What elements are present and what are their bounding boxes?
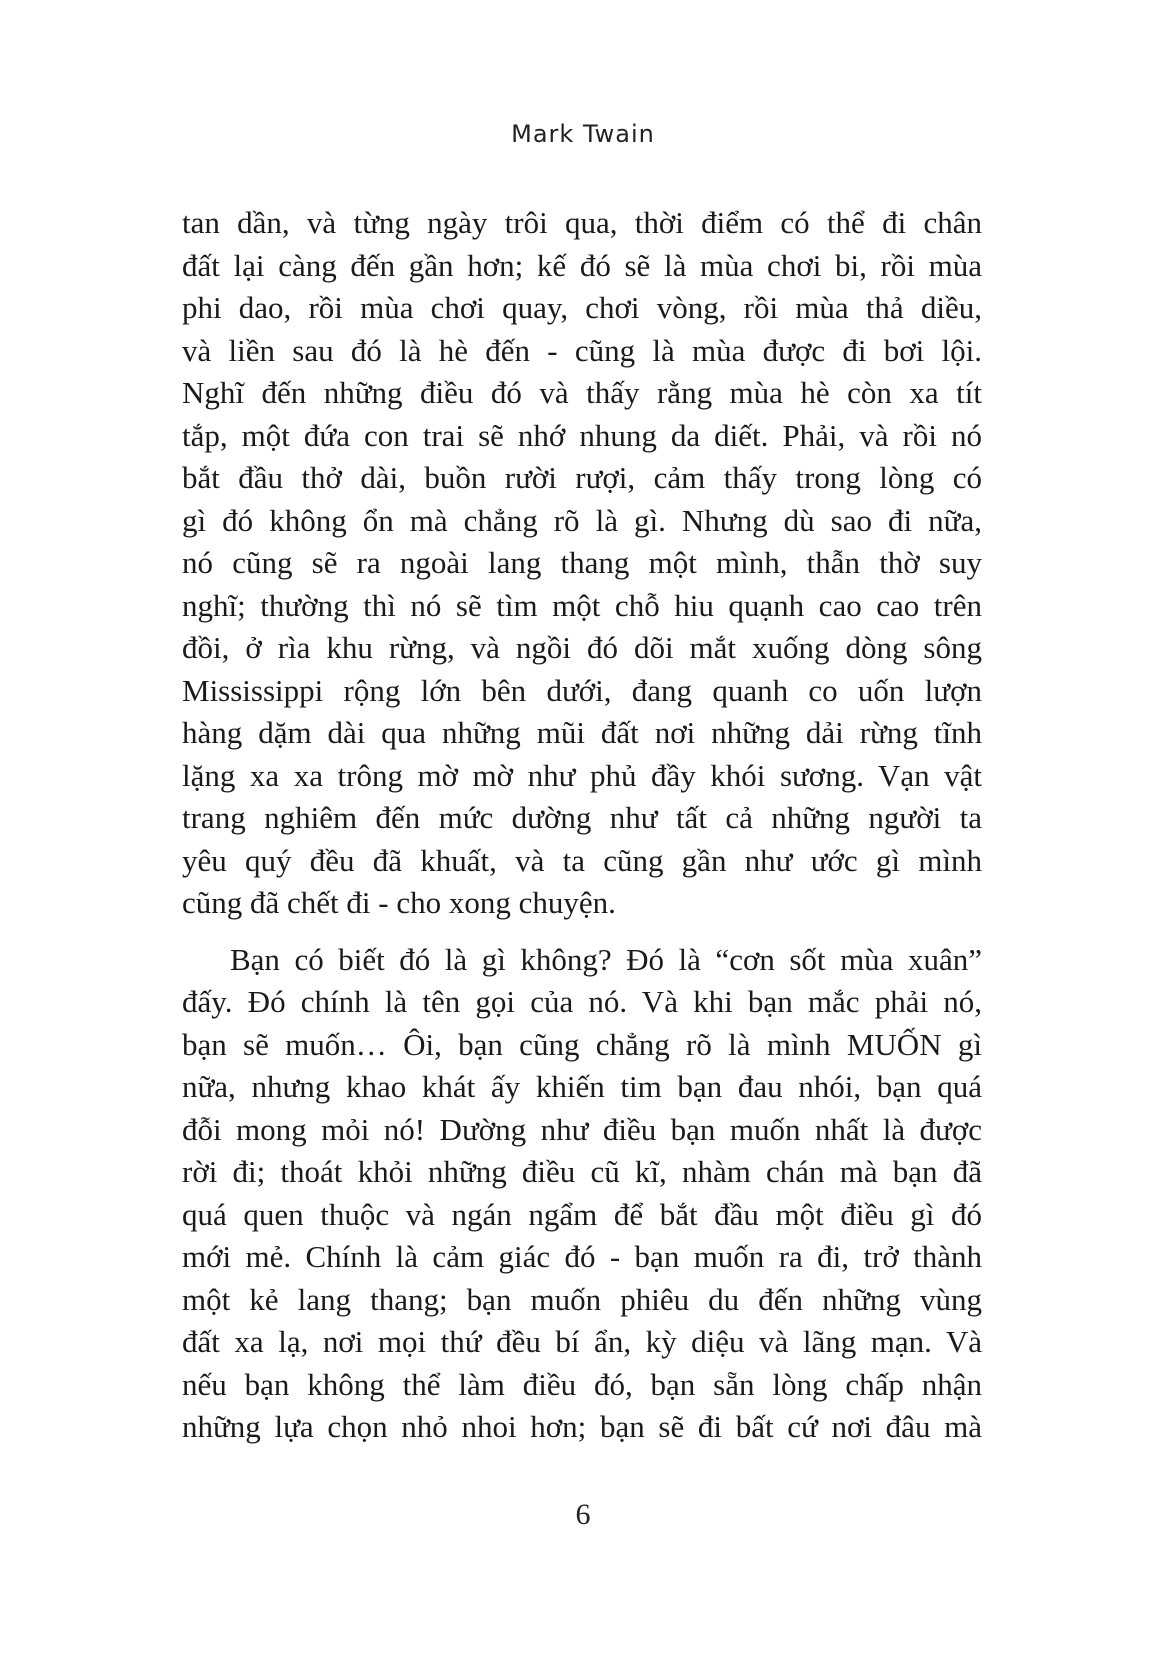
text-line: và liền sau đó là hè đến - cũng là mùa được đi bơi lội. xyxy=(182,332,982,368)
text-line: nếu bạn không thể làm điều đó, bạn sẵn lòng chấp nhận xyxy=(182,1366,982,1402)
text-line: nó cũng sẽ ra ngoài lang thang một mình, thẫn thờ suy xyxy=(182,545,982,580)
text-line: trang nghiêm đến mức dường như tất cả những người ta xyxy=(182,800,982,835)
text-line: Nghĩ đến những điều đó và thấy rằng mùa hè còn xa tít xyxy=(182,375,982,410)
text-line: phi dao, rồi mùa chơi quay, chơi vòng, rồi mùa thả diều, xyxy=(182,290,982,325)
text-line: nữa, nhưng khao khát ấy khiến tim bạn đau nhói, bạn quá xyxy=(182,1069,982,1104)
text-line: bắt đầu thở dài, buồn rười rượi, cảm thấy trong lòng có xyxy=(182,460,982,495)
text-line: mới mẻ. Chính là cảm giác đó - bạn muốn ra đi, trở thành xyxy=(182,1239,982,1274)
text-line: nghĩ; thường thì nó sẽ tìm một chỗ hiu quạnh cao cao trên xyxy=(182,587,982,623)
text-line: tan dần, và từng ngày trôi qua, thời điểm có thể đi chân xyxy=(182,205,982,240)
text-line: đấy. Đó chính là tên gọi của nó. Và khi bạn mắc phải nó, xyxy=(182,984,982,1019)
paragraph-2 xyxy=(182,939,982,1449)
text-line: hàng dặm dài qua những mũi đất nơi những dải rừng tĩnh xyxy=(182,715,982,750)
text-line: đồi, ở rìa khu rừng, và ngồi đó dõi mắt xuống dòng sông xyxy=(182,630,982,665)
paragraph-spacer xyxy=(182,925,982,939)
text-line: đất lại càng đến gần hơn; kế đó sẽ là mùa chơi bi, rồi mùa xyxy=(182,247,982,283)
text-line: gì đó không ổn mà chẳng rõ là gì. Nhưng dù sao đi nữa, xyxy=(182,502,982,538)
text-line: quá quen thuộc và ngán ngẩm để bắt đầu một điều gì đó xyxy=(182,1196,982,1232)
text-line: lặng xa xa trông mờ mờ như phủ đầy khói sương. Vạn vật xyxy=(182,757,982,793)
text-line: cũng đã chết đi - cho xong chuyện. xyxy=(182,885,616,920)
text-line: Mississippi rộng lớn bên dưới, đang quanh co uốn lượn xyxy=(182,672,982,708)
text-line: tắp, một đứa con trai sẽ nhớ nhung da diết. Phải, và rồi nó xyxy=(182,417,982,453)
text-line: Bạn có biết đó là gì không? Đó là “cơn sốt mùa xuân” xyxy=(230,941,982,977)
text-line: đất xa lạ, nơi mọi thứ đều bí ẩn, kỳ diệu và lãng mạn. Và xyxy=(182,1324,982,1359)
text-line: một kẻ lang thang; bạn muốn phiêu du đến những vùng xyxy=(182,1281,982,1317)
text-line: rời đi; thoát khỏi những điều cũ kĩ, nhàm chán mà bạn đã xyxy=(182,1154,982,1189)
paragraph-1 xyxy=(182,202,982,925)
text-line: bạn sẽ muốn… Ôi, bạn cũng chẳng rõ là mình MUỐN gì xyxy=(182,1026,982,1062)
text-line: những lựa chọn nhỏ nhoi hơn; bạn sẽ đi bất cứ nơi đâu mà xyxy=(182,1409,982,1444)
text-line: yêu quý đều đã khuất, và ta cũng gần như ước gì mình xyxy=(182,842,982,878)
page-number: 6 xyxy=(575,1498,591,1531)
body-text xyxy=(182,202,982,1449)
running-head-title: Mark Twain xyxy=(511,120,655,148)
text-line: đỗi mong mỏi nó! Dường như điều bạn muốn nhất là được xyxy=(182,1111,982,1147)
